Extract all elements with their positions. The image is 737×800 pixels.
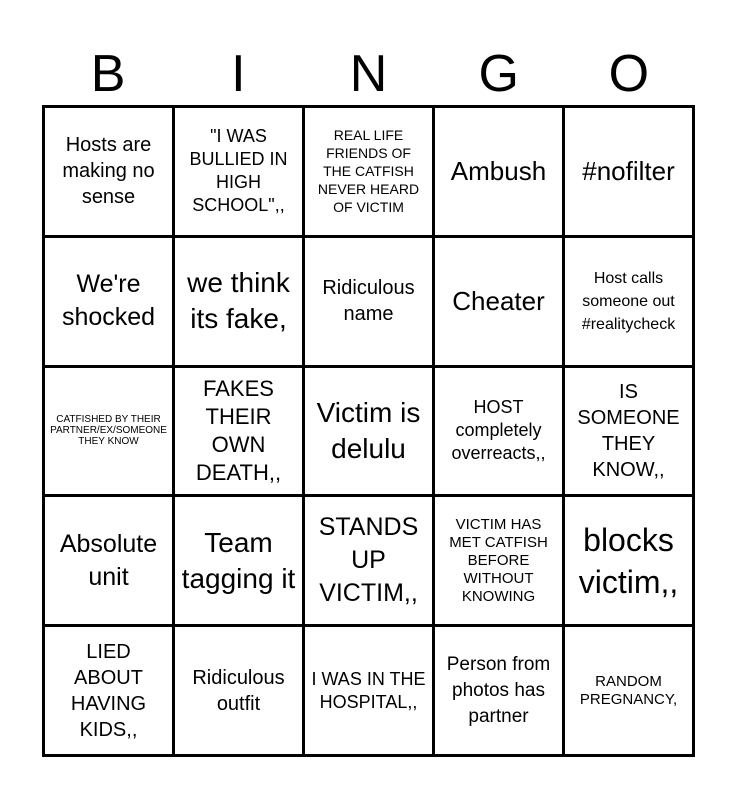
bingo-cell[interactable]	[565, 368, 692, 495]
cell-text: Person from photos has partner	[446, 653, 551, 727]
bingo-board	[42, 105, 695, 757]
bingo-cell[interactable]	[45, 627, 172, 754]
cell-text: "I WAS BULLIED IN HIGH SCHOOL",,	[189, 126, 288, 216]
bingo-cell[interactable]	[305, 238, 432, 365]
bingo-header	[43, 44, 694, 104]
cell-text: CATFISHED BY THEIR PARTNER/EX/SOMEONE THEY KNOW	[50, 414, 167, 448]
cell-text: We're shocked	[61, 270, 156, 332]
bingo-cell[interactable]	[435, 497, 562, 624]
cell-text: STANDS UP VICTIM,,	[318, 513, 419, 608]
bingo-cell[interactable]	[175, 627, 302, 754]
bingo-cell[interactable]	[565, 497, 692, 624]
bingo-cell[interactable]	[175, 238, 302, 365]
header-letter-b: B	[90, 45, 126, 103]
bingo-cell[interactable]	[435, 368, 562, 495]
cell-text: Victim is delulu	[316, 396, 421, 464]
cell-text: Absolute unit	[59, 529, 158, 591]
cell-text: LIED ABOUT HAVING KIDS,,	[70, 640, 147, 741]
bingo-cell[interactable]	[565, 108, 692, 235]
cell-text: Ridiculous outfit	[192, 666, 285, 715]
header-letter-g: G	[478, 45, 519, 103]
cell-text: Cheater	[452, 285, 545, 316]
header-letter-n: N	[349, 45, 388, 103]
bingo-cell[interactable]	[435, 108, 562, 235]
bingo-cell[interactable]	[565, 627, 692, 754]
bingo-cell[interactable]	[435, 238, 562, 365]
cell-text: IS SOMEONE THEY KNOW,,	[577, 380, 680, 481]
bingo-cell[interactable]	[305, 108, 432, 235]
bingo-cell[interactable]	[305, 368, 432, 495]
cell-text: HOST completely overreacts,,	[451, 397, 546, 464]
bingo-cell[interactable]	[305, 627, 432, 754]
cell-text: blocks victim,,	[578, 521, 679, 600]
bingo-cell[interactable]	[45, 108, 172, 235]
cell-text: we think its fake,	[187, 267, 290, 335]
bingo-cell[interactable]	[305, 497, 432, 624]
bingo-cell[interactable]	[45, 497, 172, 624]
cell-text: Host calls someone out #realitycheck	[581, 269, 676, 333]
header-letter-i: I	[231, 45, 246, 103]
cell-text: Ambush	[450, 155, 547, 186]
cell-text: Hosts are making no sense	[62, 134, 155, 209]
cell-text: RANDOM PREGNANCY,	[579, 672, 678, 708]
bingo-cell[interactable]	[565, 238, 692, 365]
cell-text: FAKES THEIR OWN DEATH,,	[195, 375, 282, 485]
cell-text: #nofilter	[582, 155, 675, 186]
bingo-cell[interactable]	[435, 627, 562, 754]
cell-text: Ridiculous name	[322, 277, 415, 326]
cell-text: VICTIM HAS MET CATFISH BEFORE WITHOUT KNOWING	[449, 515, 548, 605]
bingo-cell[interactable]	[175, 108, 302, 235]
cell-text: Team tagging it	[181, 526, 296, 594]
cell-text: REAL LIFE FRIENDS OF THE CATFISH NEVER HEARD OF VICTIM	[317, 127, 420, 216]
bingo-cell[interactable]	[45, 238, 172, 365]
bingo-cell[interactable]	[45, 368, 172, 495]
bingo-cell[interactable]	[175, 497, 302, 624]
cell-text: I WAS IN THE HOSPITAL,,	[311, 668, 426, 712]
bingo-cell[interactable]	[175, 368, 302, 495]
header-letter-o: O	[608, 45, 650, 103]
